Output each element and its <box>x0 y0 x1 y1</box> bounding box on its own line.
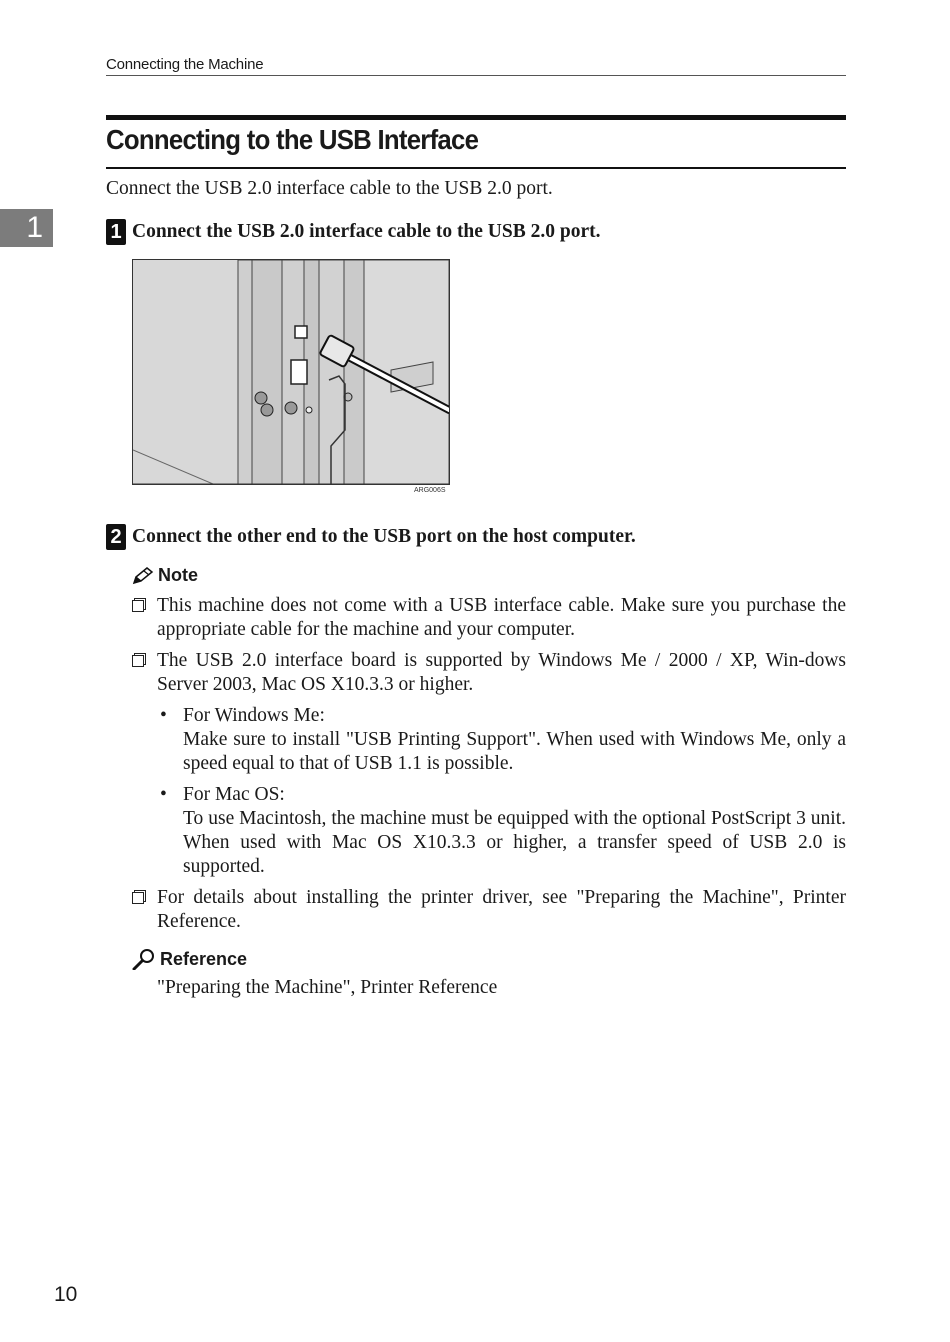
running-header: Connecting the Machine <box>106 56 846 76</box>
section-title: Connecting to the USB Interface <box>106 124 479 155</box>
bullet-label: For Mac OS: <box>183 784 285 805</box>
usb-connection-illustration <box>132 259 450 485</box>
bullet-dot-icon: • <box>160 705 167 726</box>
checkbox-marker-icon <box>132 655 144 667</box>
note-item-3 <box>132 886 846 934</box>
note-item-1 <box>132 594 846 642</box>
checkbox-marker-icon <box>132 892 144 904</box>
reference-heading <box>132 948 247 970</box>
note-item-text: For details about installing the printer driver, see "Preparing the Machine", Printer Reference. <box>157 887 846 932</box>
note-item-2 <box>132 649 846 697</box>
section-intro: Connect the USB 2.0 interface cable to the USB 2.0 port. <box>106 178 553 199</box>
reference-heading-label: Reference <box>160 948 248 969</box>
page-number: 10 <box>54 1283 78 1306</box>
note-heading-label: Note <box>158 565 198 585</box>
bullet-text: To use Macintosh, the machine must be equipped with the optional PostScript 3 unit. When used with Mac OS X10.3.3 or higher, a transfer speed of USB 2.0 is supported. <box>183 808 846 877</box>
top-rule <box>106 115 846 120</box>
note-bullet-windows-me <box>160 704 846 776</box>
bullet-text: Make sure to install "USB Printing Support". When used with Windows Me, only a speed equal to that of USB 1.1 is possible. <box>183 729 846 774</box>
note-item-text: This machine does not come with a USB interface cable. Make sure you purchase the appropriate cable for the machine and your computer. <box>157 595 846 640</box>
bullet-label: For Windows Me: <box>183 705 325 726</box>
checkbox-marker-icon <box>132 600 144 612</box>
step-number-1: 1 <box>106 219 126 245</box>
figure-code: ARG006S <box>414 487 446 494</box>
chapter-tab: 1 <box>0 209 53 247</box>
note-heading <box>132 565 198 586</box>
step-number-2: 2 <box>106 524 126 550</box>
note-bullet-mac-os <box>160 783 846 879</box>
title-rule <box>106 167 846 169</box>
step-2-text: Connect the other end to the USB port on the host computer. <box>132 526 636 547</box>
note-item-text: The USB 2.0 interface board is supported by Windows Me / 2000 / XP, Win-dows Server 2003, Mac OS X10.3.3 or higher. <box>157 650 846 695</box>
pencil-icon <box>132 566 154 586</box>
magnifier-icon <box>132 948 156 970</box>
reference-text: "Preparing the Machine", Printer Reference <box>157 977 498 998</box>
printer-rear-panel-drawing <box>133 260 449 484</box>
step-1 <box>106 219 601 245</box>
bullet-dot-icon: • <box>160 784 167 805</box>
step-1-text: Connect the USB 2.0 interface cable to the USB 2.0 port. <box>132 221 601 242</box>
step-2 <box>106 524 636 550</box>
